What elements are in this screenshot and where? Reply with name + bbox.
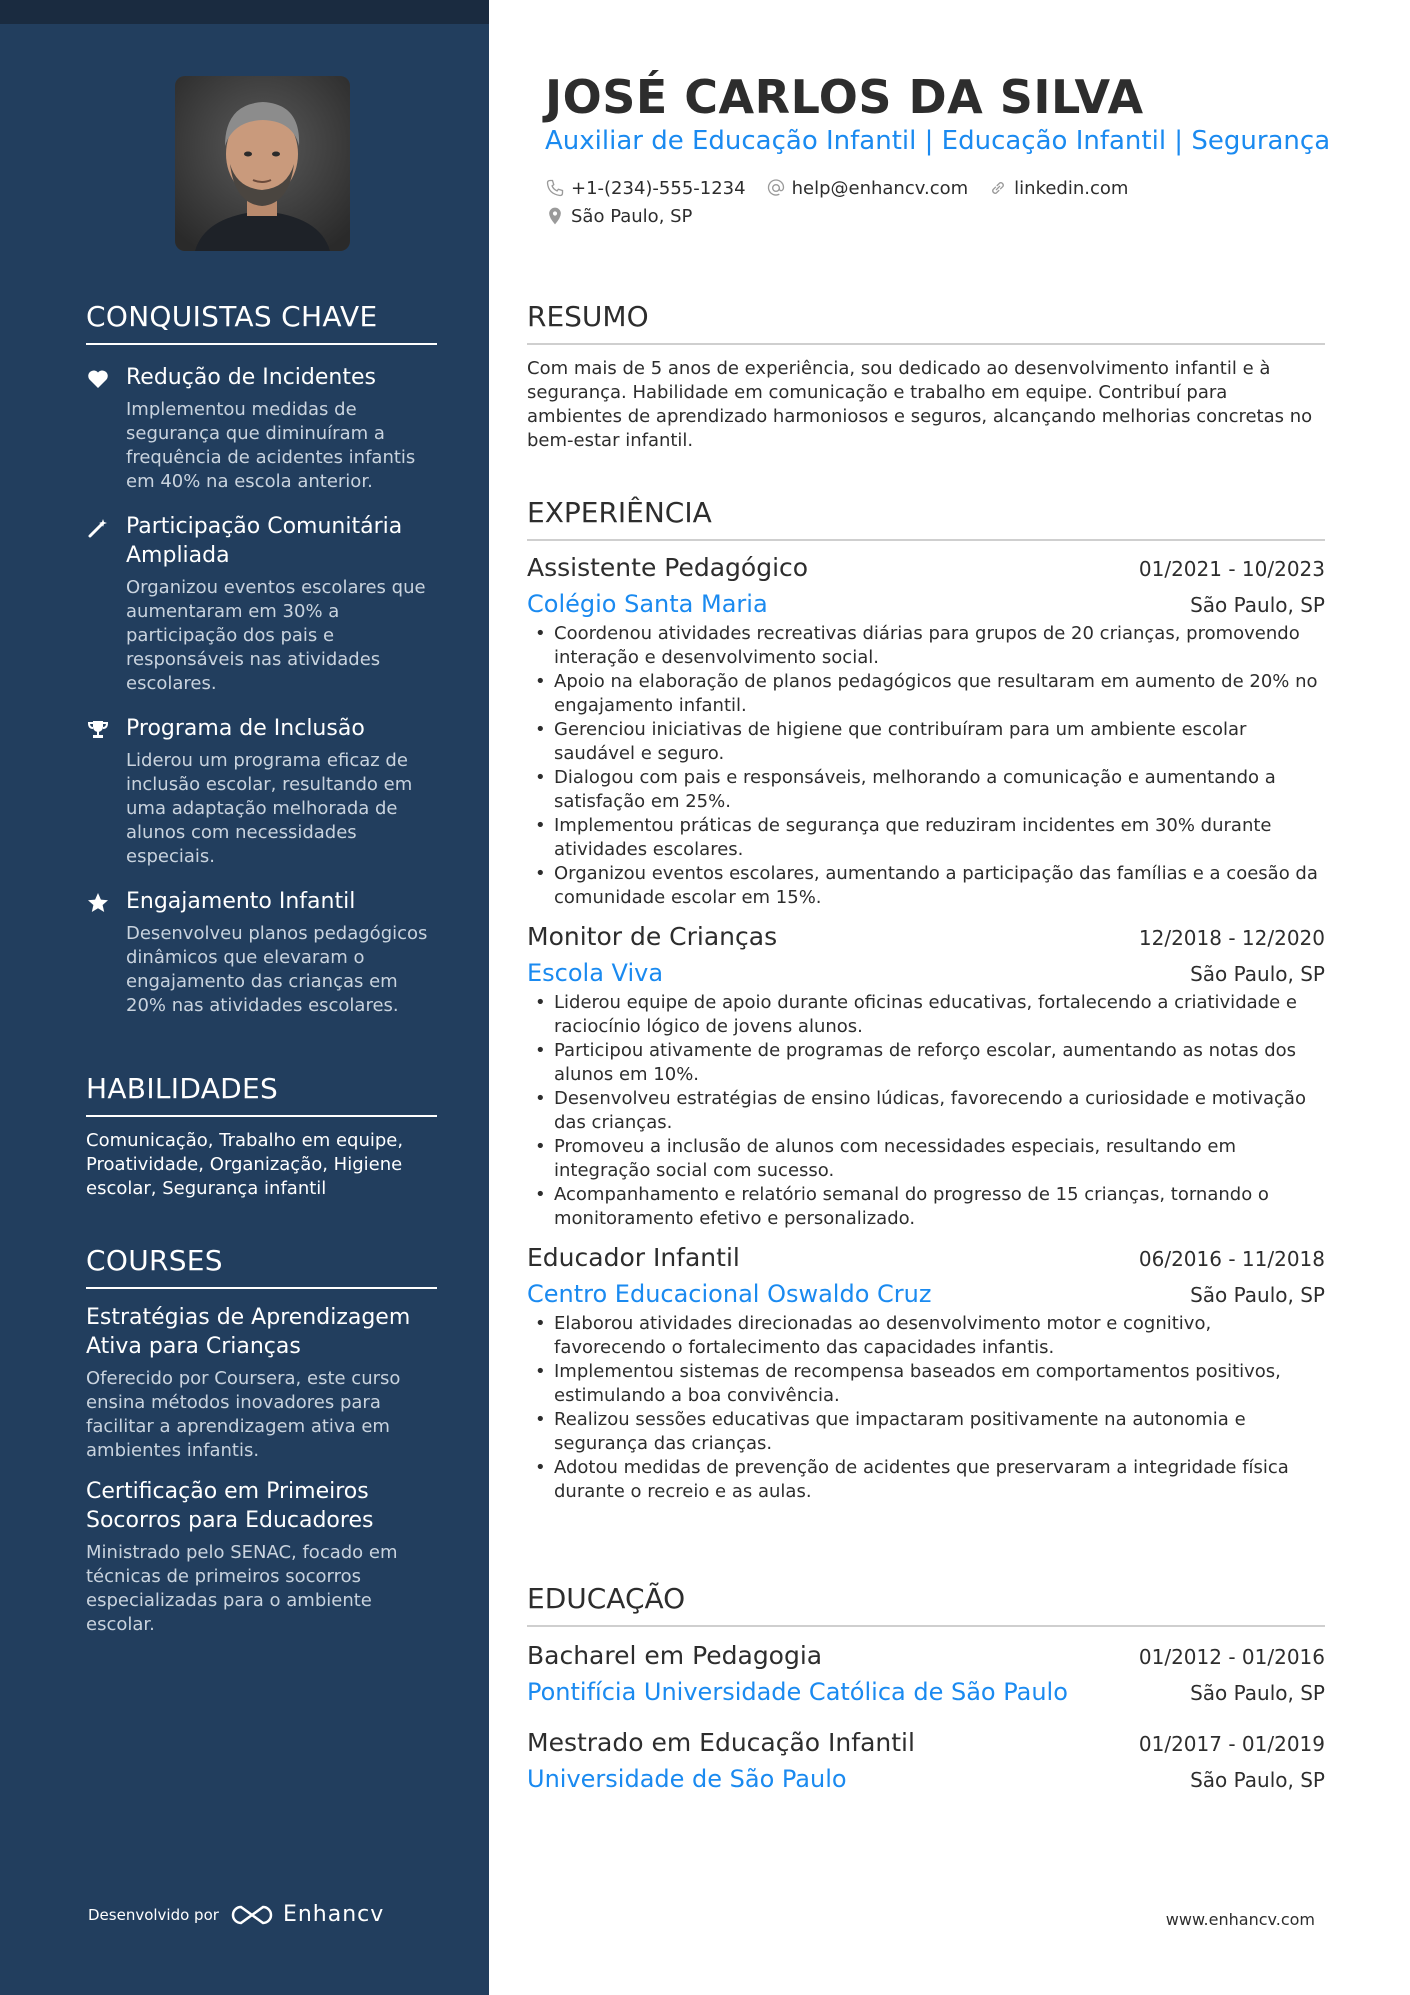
job-bullet: • Promoveu a inclusão de alunos com necessidades especiais, resultando em integração social com sucesso.: [527, 1135, 1325, 1183]
link-icon: [988, 178, 1008, 198]
course-title: Certificação em Primeiros Socorros para Educadores: [86, 1479, 374, 1533]
achievement-title: Redução de Incidentes: [126, 365, 376, 390]
achievement-item: [86, 512, 437, 696]
phone-contact[interactable]: [545, 178, 746, 199]
edu-degree: Mestrado em Educação Infantil: [527, 1728, 915, 1757]
edu-dates: 01/2012 - 01/2016: [1138, 1645, 1325, 1669]
job-bullet: • Realizou sessões educativas que impactaram positivamente na autonomia e segurança das crianças.: [527, 1408, 1325, 1456]
achievement-title: Engajamento Infantil: [126, 889, 356, 914]
magic-wand-icon: [86, 512, 126, 696]
achievement-desc: Organizou eventos escolares que aumentaram em 30% a participação dos pais e responsáveis nas atividades escolares.: [126, 577, 426, 694]
job-bullet: • Dialogou com pais e responsáveis, melhorando a comunicação e aumentando a satisfação em 25%.: [527, 766, 1325, 814]
edu-location: São Paulo, SP: [1190, 1681, 1325, 1705]
candidate-name: JOSÉ CARLOS DA SILVA: [545, 70, 1144, 124]
job-dates: 12/2018 - 12/2020: [1138, 926, 1325, 950]
achievement-title: Programa de Inclusão: [126, 716, 365, 741]
course-item: [86, 1303, 437, 1463]
location-text: São Paulo, SP: [571, 205, 693, 227]
course-title: Estratégias de Aprendizagem Ativa para Crianças: [86, 1305, 411, 1359]
job-bullet: • Implementou práticas de segurança que reduziram incidentes em 30% durante atividades escolares.: [527, 814, 1325, 862]
edu-location: São Paulo, SP: [1190, 1768, 1325, 1792]
edu-degree: Bacharel em Pedagogia: [527, 1641, 823, 1670]
heart-icon: [86, 363, 126, 494]
trophy-icon: [86, 714, 126, 869]
job-role: Assistente Pedagógico: [527, 553, 809, 582]
job-role: Educador Infantil: [527, 1243, 740, 1272]
linkedin-contact[interactable]: [988, 178, 1128, 199]
job-bullet: • Implementou sistemas de recompensa baseados em comportamentos positivos, estimulando a boa convivência.: [527, 1360, 1325, 1408]
achievements-title: CONQUISTAS CHAVE: [86, 300, 437, 345]
education-entry: [527, 1728, 1325, 1793]
skills-list: Comunicação, Trabalho em equipe, Proatividade, Organização, Higiene escolar, Segurança infantil: [86, 1130, 404, 1199]
job-bullets: [527, 991, 1325, 1231]
portrait-image: [175, 76, 350, 251]
education-entry: [527, 1641, 1325, 1706]
job-bullet: • Coordenou atividades recreativas diárias para grupos de 20 crianças, promovendo interação e desenvolvimento social.: [527, 622, 1325, 670]
summary-text: Com mais de 5 anos de experiência, sou dedicado ao desenvolvimento infantil e à segurança. Habilidade em comunicação e trabalho em equipe. Contribuí para ambientes de aprendizado harmoniosos e seguros, alcançando melhorias concretas no bem-estar infantil.: [527, 358, 1313, 451]
location-contact: [545, 206, 692, 227]
profile-photo: [175, 76, 350, 251]
edu-school: Universidade de São Paulo: [527, 1765, 847, 1793]
job-role: Monitor de Crianças: [527, 922, 778, 951]
summary-title: RESUMO: [527, 300, 1325, 345]
achievements-section: [86, 300, 437, 1018]
powered-by: [88, 1902, 384, 1927]
job-bullet: • Apoio na elaboração de planos pedagógicos que resultaram em aumento de 20% no engajamento infantil.: [527, 670, 1325, 718]
star-icon: [86, 887, 126, 1018]
courses-title: COURSES: [86, 1244, 437, 1289]
job-company: Escola Viva: [527, 959, 664, 987]
job-bullet: • Liderou equipe de apoio durante oficinas educativas, fortalecendo a criatividade e raciocínio lógico de jovens alunos.: [527, 991, 1325, 1039]
course-item: [86, 1477, 437, 1637]
job-bullet: • Gerenciou iniciativas de higiene que contribuíram para um ambiente escolar saudável e seguro.: [527, 718, 1325, 766]
location-pin-icon: [545, 206, 565, 226]
footer-website[interactable]: www.enhancv.com: [1165, 1910, 1315, 1929]
job-entry: [527, 553, 1325, 910]
sidebar-top-bar: [0, 0, 489, 24]
email-contact[interactable]: [766, 178, 969, 199]
edu-school: Pontifícia Universidade Católica de São Paulo: [527, 1678, 1068, 1706]
courses-section: [86, 1244, 437, 1637]
education-title: EDUCAÇÃO: [527, 1582, 1325, 1627]
job-dates: 06/2016 - 11/2018: [1138, 1247, 1325, 1271]
skills-section: [86, 1072, 437, 1201]
job-location: São Paulo, SP: [1190, 1283, 1325, 1307]
course-desc: Oferecido por Coursera, este curso ensina métodos inovadores para facilitar a aprendizagem ativa em ambientes infantis.: [86, 1368, 401, 1461]
achievement-item: [86, 363, 437, 494]
experience-section: [527, 496, 1325, 1504]
job-bullet: • Acompanhamento e relatório semanal do progresso de 15 crianças, tornando o monitoramento efetivo e personalizado.: [527, 1183, 1325, 1231]
job-location: São Paulo, SP: [1190, 962, 1325, 986]
job-bullet: • Adotou medidas de prevenção de acidentes que preservaram a integridade física durante o recreio e as aulas.: [527, 1456, 1325, 1504]
phone-text: +1-(234)-555-1234: [571, 177, 746, 199]
job-bullet: • Elaborou atividades direcionadas ao desenvolvimento motor e cognitivo, favorecendo o fortalecimento das capacidades infantis.: [527, 1312, 1325, 1360]
job-dates: 01/2021 - 10/2023: [1138, 557, 1325, 581]
achievement-title: Participação Comunitária Ampliada: [126, 514, 403, 568]
edu-dates: 01/2017 - 01/2019: [1138, 1732, 1325, 1756]
experience-title: EXPERIÊNCIA: [527, 496, 1325, 541]
job-company: Colégio Santa Maria: [527, 590, 768, 618]
skills-title: HABILIDADES: [86, 1072, 437, 1117]
job-entry: [527, 1243, 1325, 1504]
job-bullet: • Organizou eventos escolares, aumentando a participação das famílias e a coesão da comunidade escolar em 15%.: [527, 862, 1325, 910]
job-bullets: [527, 1312, 1325, 1504]
powered-by-label: Desenvolvido por: [88, 1905, 219, 1924]
achievement-desc: Implementou medidas de segurança que diminuíram a frequência de acidentes infantis em 40% na escola anterior.: [126, 399, 416, 492]
at-icon: [766, 178, 786, 198]
phone-icon: [545, 178, 565, 198]
achievement-desc: Desenvolveu planos pedagógicos dinâmicos que elevaram o engajamento das crianças em 20% nas atividades escolares.: [126, 923, 428, 1016]
contact-info: [545, 174, 1148, 230]
summary-section: [527, 300, 1325, 453]
achievement-item: [86, 714, 437, 869]
email-text: help@enhancv.com: [791, 177, 969, 199]
candidate-headline: Auxiliar de Educação Infantil | Educação Infantil | Segurança: [545, 126, 1331, 156]
job-company: Centro Educacional Oswaldo Cruz: [527, 1280, 932, 1308]
enhancv-brand[interactable]: Enhancv: [282, 1902, 385, 1927]
sidebar: [0, 0, 489, 1995]
job-bullet: • Desenvolveu estratégias de ensino lúdicas, favorecendo a curiosidade e motivação das crianças.: [527, 1087, 1325, 1135]
job-location: São Paulo, SP: [1190, 593, 1325, 617]
linkedin-text: linkedin.com: [1014, 177, 1129, 199]
achievement-item: [86, 887, 437, 1018]
education-section: [527, 1582, 1325, 1793]
job-bullet: • Participou ativamente de programas de reforço escolar, aumentando as notas dos alunos em 10%.: [527, 1039, 1325, 1087]
job-bullets: [527, 622, 1325, 910]
job-entry: [527, 922, 1325, 1231]
achievement-desc: Liderou um programa eficaz de inclusão escolar, resultando em uma adaptação melhorada de alunos com necessidades especiais.: [126, 750, 413, 867]
course-desc: Ministrado pelo SENAC, focado em técnicas de primeiros socorros especializadas para o ambiente escolar.: [86, 1542, 398, 1635]
enhancv-logo-icon: [229, 1903, 275, 1927]
